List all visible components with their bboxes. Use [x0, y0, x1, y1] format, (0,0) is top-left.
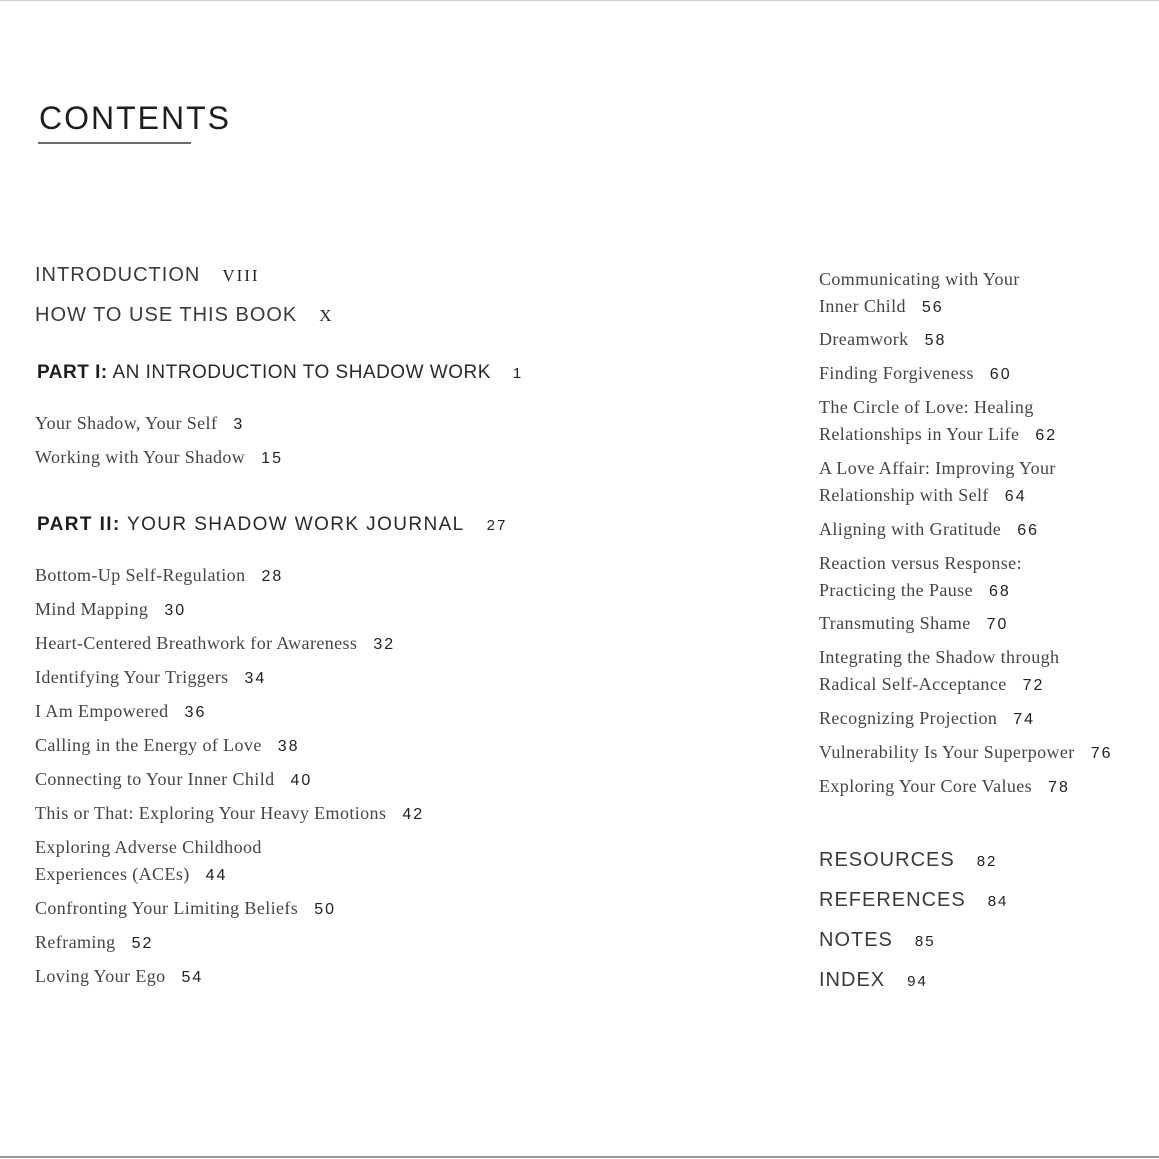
page-number: 1	[512, 365, 524, 382]
toc-label-line1: The Circle of Love: Healing	[819, 397, 1034, 417]
toc-entry[interactable]	[819, 773, 1070, 801]
toc-entry-references[interactable]	[819, 889, 1008, 912]
page-number: 60	[989, 366, 1012, 383]
toc-entry-resources[interactable]	[819, 849, 997, 872]
page-number: 38	[277, 738, 300, 755]
toc-label: INDEX	[819, 969, 886, 991]
top-border	[0, 0, 1159, 1]
page-number: 34	[244, 670, 267, 687]
page-number: 66	[1017, 522, 1039, 539]
toc-label: Reframing	[35, 932, 116, 952]
toc-entry[interactable]	[35, 766, 312, 794]
toc-label-line1: Integrating the Shadow through	[819, 647, 1060, 667]
toc-label: Connecting to Your Inner Child	[35, 769, 275, 789]
toc-label-line1: Reaction versus Response:	[819, 553, 1022, 573]
toc-label-line2: Inner Child	[819, 296, 906, 316]
page-number: 50	[314, 901, 337, 918]
toc-entry[interactable]	[35, 895, 336, 923]
toc-label-line2: Relationships in Your Life	[819, 424, 1020, 444]
toc-label: HOW TO USE THIS BOOK	[35, 304, 298, 326]
page-number: 68	[988, 583, 1011, 600]
toc-label-line1: Exploring Adverse Childhood	[35, 837, 262, 857]
page-number: 70	[986, 616, 1009, 633]
page-title: CONTENTS	[39, 100, 231, 136]
page-number: 78	[1048, 779, 1070, 796]
toc-part-1[interactable]	[37, 362, 523, 384]
page-number: 62	[1035, 427, 1058, 444]
page-number: 54	[181, 969, 204, 986]
toc-entry[interactable]	[819, 360, 1012, 388]
toc-entry[interactable]	[35, 562, 283, 590]
toc-label: Mind Mapping	[35, 599, 149, 619]
toc-entry[interactable]	[35, 963, 203, 991]
toc-label-line1: Communicating with Your	[819, 269, 1020, 289]
toc-label: I Am Empowered	[35, 701, 169, 721]
title-underline	[38, 142, 191, 144]
page-number: X	[319, 306, 334, 325]
toc-entry[interactable]	[819, 455, 1056, 510]
toc-label-line2: Practicing the Pause	[819, 580, 973, 600]
bottom-border	[0, 1156, 1159, 1158]
toc-label: Vulnerability Is Your Superpower	[819, 742, 1075, 762]
toc-label: Bottom-Up Self-Regulation	[35, 565, 246, 585]
toc-entry[interactable]	[819, 739, 1113, 767]
toc-label: Dreamwork	[819, 329, 909, 349]
toc-entry[interactable]	[819, 705, 1035, 733]
toc-label: Loving Your Ego	[35, 966, 166, 986]
toc-entry[interactable]	[819, 266, 1020, 321]
part-prefix: PART II:	[37, 514, 121, 535]
toc-entry[interactable]	[35, 834, 262, 889]
page-number: 82	[976, 853, 998, 870]
toc-entry[interactable]	[35, 630, 395, 658]
toc-entry-how-to-use[interactable]	[35, 304, 334, 327]
page-number: 94	[907, 973, 928, 990]
page-number: 3	[233, 416, 245, 433]
toc-entry[interactable]	[35, 664, 266, 692]
toc-entry-notes[interactable]	[819, 929, 936, 952]
toc-entry[interactable]	[35, 732, 300, 760]
toc-entry[interactable]	[35, 698, 206, 726]
toc-entry[interactable]	[35, 929, 153, 957]
page-number: 32	[373, 636, 396, 653]
page-number: 15	[261, 450, 283, 467]
page-number: 58	[924, 332, 947, 349]
toc-label: Your Shadow, Your Self	[35, 413, 218, 433]
page-number: 30	[164, 602, 187, 619]
part-title: YOUR SHADOW WORK JOURNAL	[127, 514, 465, 535]
toc-label: INTRODUCTION	[35, 264, 201, 286]
page-number: 56	[921, 299, 944, 316]
page-number: 52	[131, 935, 154, 952]
toc-label: Identifying Your Triggers	[35, 667, 229, 687]
toc-label: Working with Your Shadow	[35, 447, 246, 467]
toc-label: RESOURCES	[819, 849, 955, 871]
toc-label: Transmuting Shame	[819, 613, 971, 633]
toc-entry-introduction[interactable]	[35, 264, 260, 287]
toc-entry[interactable]	[819, 644, 1059, 699]
toc-label: Finding Forgiveness	[819, 363, 974, 383]
toc-entry[interactable]	[35, 596, 186, 624]
page-number: 76	[1090, 745, 1113, 762]
page-number: 84	[987, 893, 1009, 910]
toc-label-line2: Experiences (ACEs)	[35, 864, 190, 884]
page-number: 44	[205, 867, 228, 884]
page-number: 74	[1013, 711, 1036, 728]
page-number: 36	[184, 704, 207, 721]
page-number: 40	[290, 772, 313, 789]
toc-entry[interactable]	[35, 410, 244, 438]
toc-label: Aligning with Gratitude	[819, 519, 1002, 539]
toc-part-2[interactable]	[37, 514, 507, 536]
toc-entry[interactable]	[819, 610, 1008, 638]
toc-label-line2: Radical Self-Acceptance	[819, 674, 1007, 694]
toc-entry[interactable]	[819, 516, 1039, 544]
part-prefix: PART I:	[37, 362, 108, 383]
toc-label: REFERENCES	[819, 889, 966, 911]
toc-label: Recognizing Projection	[819, 708, 998, 728]
page-number: 64	[1004, 488, 1027, 505]
toc-entry[interactable]	[35, 444, 283, 472]
page-number: 28	[261, 568, 284, 585]
toc-entry[interactable]	[819, 550, 1022, 605]
toc-entry-index[interactable]	[819, 969, 928, 992]
toc-label: Exploring Your Core Values	[819, 776, 1033, 796]
toc-entry[interactable]	[819, 394, 1057, 449]
page-number: 85	[914, 933, 936, 950]
part-title: AN INTRODUCTION TO SHADOW WORK	[112, 362, 491, 383]
page-number: 72	[1022, 677, 1045, 694]
toc-label: Confronting Your Limiting Beliefs	[35, 898, 299, 918]
toc-label-line1: A Love Affair: Improving Your	[819, 458, 1056, 478]
page-number: 42	[402, 806, 425, 823]
toc-label: Heart-Centered Breathwork for Awareness	[35, 633, 358, 653]
page-number: VIII	[222, 266, 260, 285]
toc-entry[interactable]	[35, 800, 424, 828]
toc-label: Calling in the Energy of Love	[35, 735, 262, 755]
toc-label-line2: Relationship with Self	[819, 485, 989, 505]
page-number: 27	[486, 517, 508, 534]
toc-entry[interactable]	[819, 326, 946, 354]
toc-label: NOTES	[819, 929, 893, 951]
toc-label: This or That: Exploring Your Heavy Emotions	[35, 803, 387, 823]
